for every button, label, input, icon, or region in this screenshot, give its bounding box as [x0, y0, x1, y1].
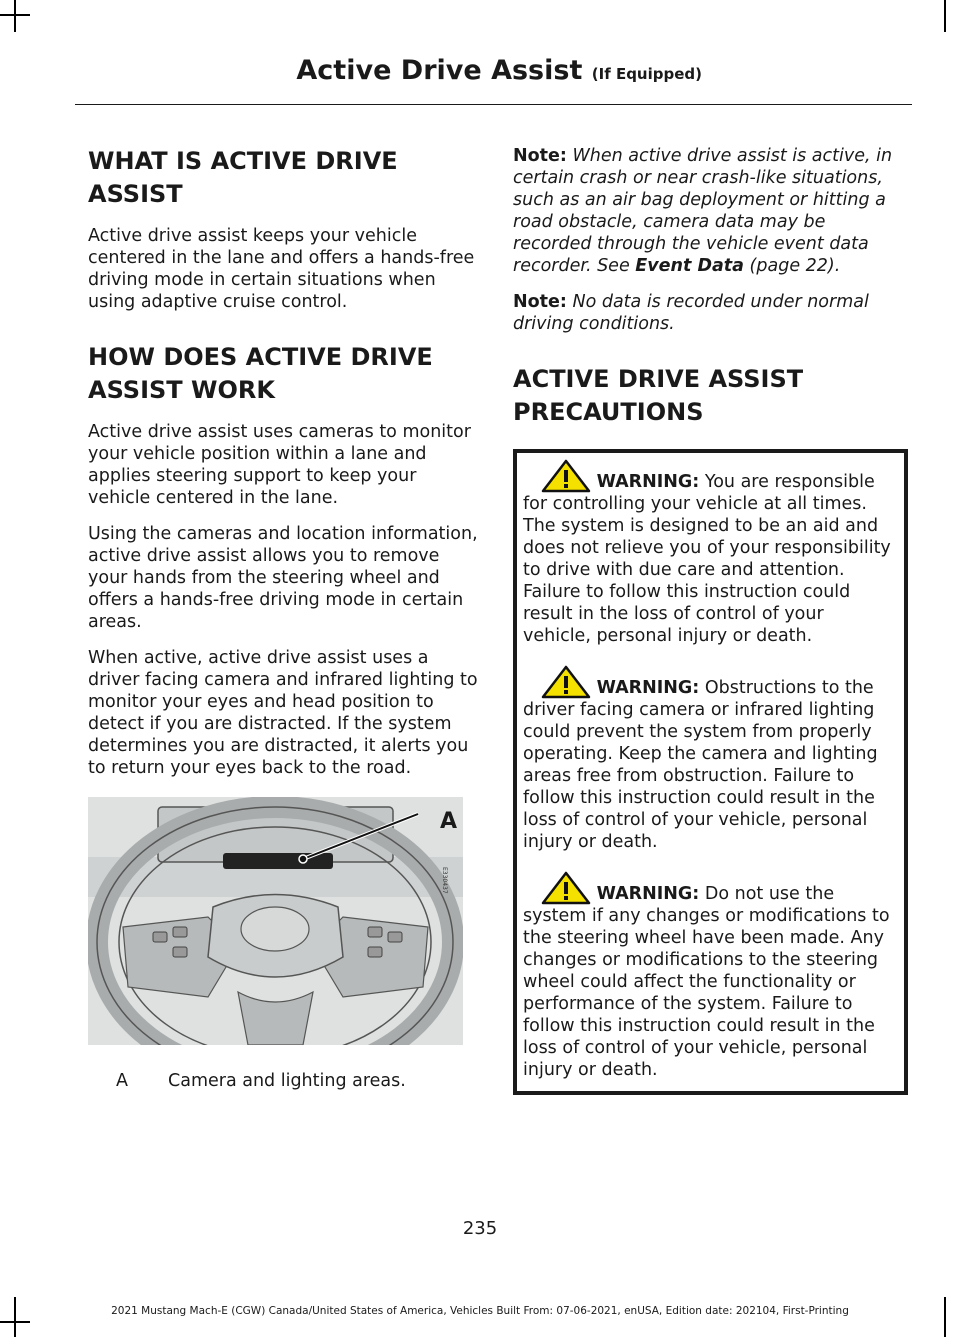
note-event-data — [513, 145, 908, 277]
figure-callout-a: A — [439, 809, 457, 834]
page-header-title — [296, 55, 702, 86]
note-page-ref: (page 22). — [749, 256, 841, 276]
warning-label: WARNING: — [596, 678, 700, 698]
header-title-text: Active Drive Assist — [296, 55, 583, 86]
page-number: 235 — [462, 1218, 498, 1239]
warning-triangle-icon — [541, 459, 591, 493]
note-text: No data is recorded under normal driving conditions. — [513, 292, 869, 334]
note-label: Note: — [513, 292, 567, 312]
header-subtitle: (If Equipped) — [591, 65, 702, 83]
warning-item — [523, 665, 896, 853]
steering-wheel-drawing — [88, 797, 463, 1045]
footer-publication-info: 2021 Mustang Mach-E (CGW) Canada/United States of America, Vehicles Built From: 07-06-2021, enUSA, Edition date: 202104, First-Printing — [111, 1305, 849, 1317]
warning-text: You are responsible for controlling your vehicle at all times. The system is designed to be an aid and does not relieve you of your responsibility to drive with due care and attention. Failure to follow this instruction could result in the loss of control of your vehicle, personal injury or death. — [523, 472, 891, 646]
caption-text: Camera and lighting areas. — [168, 1071, 406, 1091]
header-divider — [75, 104, 912, 105]
crop-mark-top-right — [944, 0, 946, 32]
note-label: Note: — [513, 146, 567, 166]
left-column — [88, 145, 478, 1095]
section-title-how-works: HOW DOES ACTIVE DRIVE ASSIST WORK — [88, 343, 433, 404]
crop-mark-top-left-h — [0, 14, 30, 16]
warning-item — [523, 871, 896, 1081]
figure-code: E330437 — [441, 867, 449, 894]
paragraph-what-is: Active drive assist keeps your vehicle centered in the lane and offers a hands-free driving mode in certain situations when using adaptive cruise control. — [88, 226, 475, 312]
warning-text: Do not use the system if any changes or modifications to the steering wheel have been made. Any changes or modifications to the steering wheel could affect the functionality or performance of the system. Failure to follow this instruction could result in the loss of control of your vehicle, personal injury or death. — [523, 884, 890, 1080]
note-text: When active drive assist is active, in certain crash or near crash-like situations, such as an air bag deployment or hitting a road obstacle, camera data may be recorded through the vehicle event data recorder. See — [513, 146, 893, 276]
crop-mark-bottom-right — [944, 1297, 946, 1337]
warning-triangle-icon — [541, 871, 591, 905]
paragraph-how-works-2: Using the cameras and location information, active drive assist allows you to remove your hands from the steering wheel and offers a hands-free driving mode in certain areas. — [88, 524, 478, 632]
note-no-data — [513, 291, 908, 335]
paragraph-how-works-1: Active drive assist uses cameras to monitor your vehicle position within a lane and applies steering support to keep your vehicle centered in the lane. — [88, 422, 471, 508]
section-title-precautions: ACTIVE DRIVE ASSIST PRECAUTIONS — [513, 365, 804, 426]
warnings-box — [513, 449, 908, 1095]
warning-item — [523, 459, 896, 647]
event-data-link[interactable]: Event Data — [635, 256, 744, 276]
caption-key: A — [116, 1071, 128, 1091]
warning-triangle-icon — [541, 665, 591, 699]
crop-mark-bottom-left — [14, 1297, 16, 1337]
crop-mark-bottom-left-h — [0, 1321, 30, 1323]
paragraph-how-works-3: When active, active drive assist uses a driver facing camera and infrared lighting to monitor your eyes and head position to detect if you are distracted. If the system determines you are distracted, it alerts you to return your eyes back to the road. — [88, 648, 478, 778]
warning-text: Obstructions to the driver facing camera or infrared lighting could prevent the system from properly operating. Keep the camera and lighting areas free from obstruction. Failure to follow this instruction could result in the loss of control of your vehicle, personal injury or death. — [523, 678, 878, 852]
section-title-what-is: WHAT IS ACTIVE DRIVE ASSIST — [88, 147, 398, 208]
steering-wheel-illustration — [88, 797, 463, 1045]
warning-label: WARNING: — [596, 884, 700, 904]
right-column — [513, 145, 908, 1095]
warning-label: WARNING: — [596, 472, 700, 492]
crop-mark-top-left — [14, 0, 16, 32]
figure-caption — [88, 1071, 478, 1095]
